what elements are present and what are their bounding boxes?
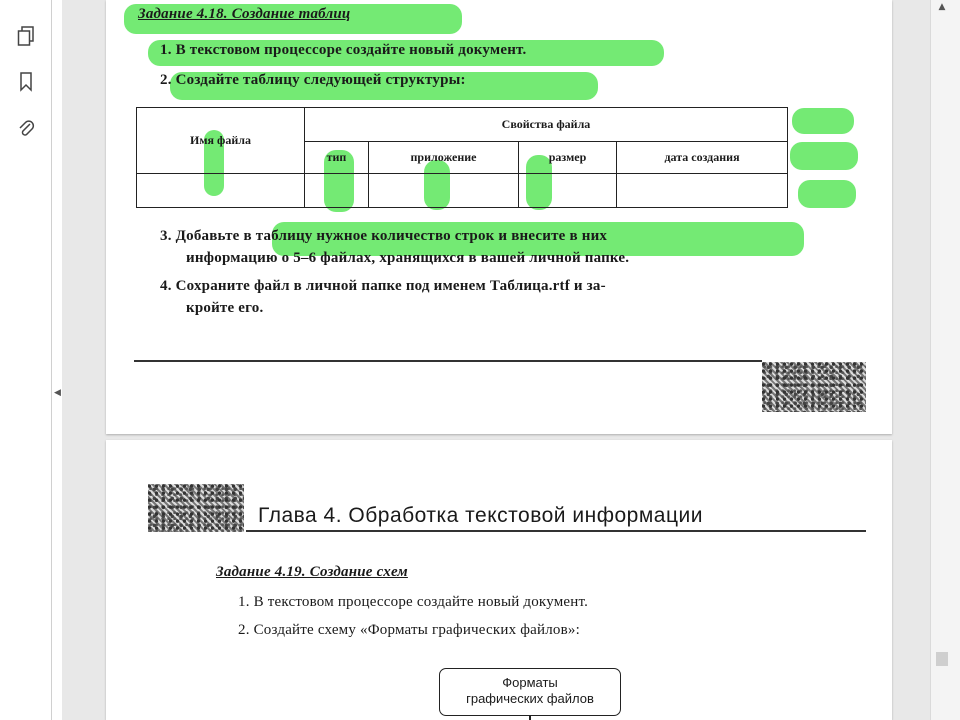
diagram-box [439, 668, 621, 716]
page-1 [106, 0, 892, 434]
step-text: кройте его. [186, 300, 264, 316]
table-cell [617, 174, 788, 208]
vertical-scrollbar[interactable] [930, 0, 960, 720]
chapter-rule [246, 530, 866, 532]
header-size: размер [519, 142, 617, 174]
table-cell [519, 174, 617, 208]
header-type: тип [305, 142, 369, 174]
properties-table [136, 107, 788, 208]
box-line: графических файлов [466, 691, 594, 706]
step-text: 2. Создайте схему «Форматы графических файлов»: [238, 622, 580, 638]
table-cell [305, 174, 369, 208]
side-panel [0, 0, 52, 720]
page-2 [106, 440, 892, 720]
attachment-icon[interactable] [14, 116, 38, 140]
step-text: 1. В текстовом процессоре создайте новый документ. [160, 42, 527, 58]
bookmark-icon[interactable] [14, 70, 38, 94]
highlight-mark [790, 142, 858, 170]
header-application: приложение [369, 142, 519, 174]
table-cell [137, 174, 305, 208]
scrollbar-thumb[interactable] [936, 652, 948, 666]
highlight-mark [792, 108, 854, 134]
pages-icon[interactable] [14, 24, 38, 48]
decorative-pattern [762, 362, 866, 412]
task-title: Задание 4.18. Создание таблиц [138, 6, 351, 22]
step-text: информацию о 5–6 файлах, хранящихся в вашей личной папке. [186, 250, 630, 266]
step-text: 3. Добавьте в таблицу нужное количество строк и внесите в них [160, 228, 608, 244]
task-title: Задание 4.19. Создание схем [216, 564, 408, 580]
highlight-mark [798, 180, 856, 208]
divider-line [134, 360, 762, 362]
scroll-up-icon[interactable]: ▲ [938, 2, 946, 12]
chapter-title: Глава 4. Обработка текстовой информации [258, 504, 703, 527]
collapse-panel-icon[interactable]: ◀ [54, 388, 61, 398]
header-file-name: Имя файла [137, 108, 305, 174]
decorative-pattern [148, 484, 244, 532]
connector-line [529, 716, 531, 720]
header-file-properties: Свойства файла [305, 108, 788, 142]
step-text: 4. Сохраните файл в личной папке под именем Таблица.rtf и за- [160, 278, 606, 294]
step-text: 1. В текстовом процессоре создайте новый документ. [238, 594, 589, 610]
table-cell [369, 174, 519, 208]
box-line: Форматы [502, 675, 558, 690]
header-creation-date: дата создания [617, 142, 788, 174]
step-text: 2. Создайте таблицу следующей структуры: [160, 72, 466, 88]
